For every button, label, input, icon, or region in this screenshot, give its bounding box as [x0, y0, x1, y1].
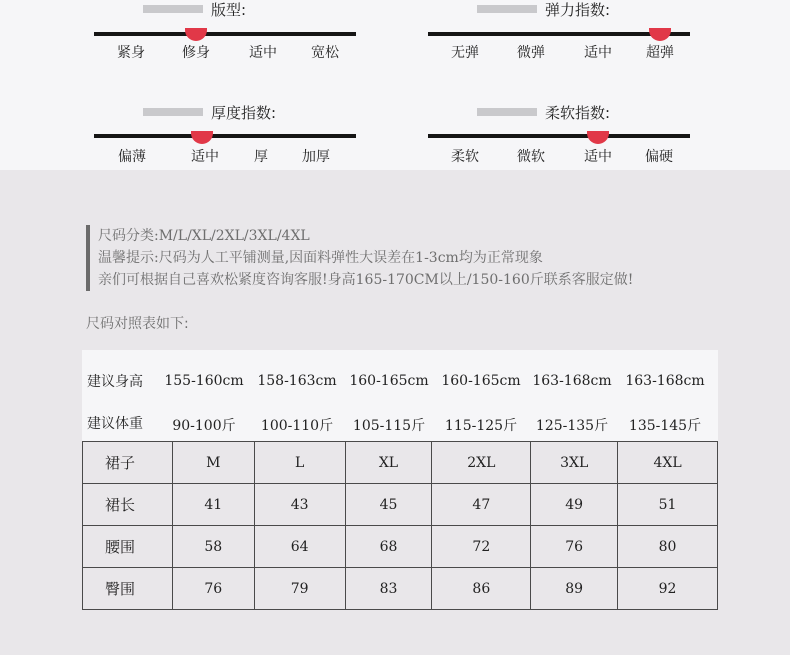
measurement-tip: 温馨提示:尺码为人工平铺测量,因面料弹性大误差在1-3cm均为正常现象	[98, 250, 543, 266]
scale-label: 加厚	[302, 149, 330, 165]
fit-scale	[94, 0, 356, 60]
header-bar	[477, 5, 537, 13]
fit-indicators-panel	[0, 0, 790, 170]
table-cell: 86	[432, 568, 531, 610]
thickness-scale-header	[143, 102, 276, 122]
weight-row-label: 建议体重	[87, 416, 143, 432]
weight-value: 90-100斤	[172, 418, 236, 434]
table-header-cell: 3XL	[531, 442, 618, 484]
table-header-cell: 2XL	[432, 442, 531, 484]
scale-label: 厚	[254, 149, 268, 165]
table-cell: 80	[618, 526, 718, 568]
weight-value: 100-110斤	[260, 418, 334, 434]
weight-value: 105-115斤	[352, 418, 426, 434]
scale-marker	[649, 28, 671, 41]
table-cell: 72	[432, 526, 531, 568]
table-row	[83, 484, 718, 526]
scale-label: 适中	[191, 149, 219, 165]
table-cell: 51	[618, 484, 718, 526]
table-header-row	[83, 442, 718, 484]
table-cell: 41	[172, 484, 254, 526]
size-table	[82, 441, 718, 610]
table-cell: 64	[254, 526, 345, 568]
scale-label: 紧身	[117, 45, 145, 61]
custom-order-note: 亲们可根据自己喜欢松紧度咨询客服!身高165-170CM以上/150-160斤联系客服定做!	[98, 272, 634, 288]
size-notes	[86, 225, 633, 291]
scale-line	[428, 134, 690, 138]
header-bar	[143, 5, 203, 13]
scale-label: 微弹	[517, 45, 545, 61]
scale-label: 偏薄	[118, 149, 146, 165]
height-value: 163-168cm	[532, 373, 612, 389]
thickness-scale-title: 厚度指数:	[211, 103, 277, 122]
table-cell: 76	[172, 568, 254, 610]
height-value: 160-165cm	[349, 373, 429, 389]
elasticity-scale-header	[477, 0, 610, 19]
height-value: 155-160cm	[164, 373, 244, 389]
scale-marker	[587, 131, 609, 144]
elasticity-scale-title: 弹力指数:	[545, 0, 611, 19]
header-bar	[477, 108, 537, 116]
table-cell: 裙长	[83, 484, 173, 526]
height-value: 160-165cm	[441, 373, 521, 389]
table-cell: 83	[345, 568, 432, 610]
table-cell: 45	[345, 484, 432, 526]
scale-line	[94, 134, 356, 138]
scale-label: 适中	[584, 149, 612, 165]
table-header-cell: M	[172, 442, 254, 484]
scale-label: 偏硬	[645, 149, 673, 165]
table-cell: 68	[345, 526, 432, 568]
scale-label: 适中	[584, 45, 612, 61]
table-cell: 76	[531, 526, 618, 568]
softness-scale-header	[477, 102, 610, 122]
softness-scale	[428, 102, 690, 164]
table-header-cell: 裙子	[83, 442, 173, 484]
scale-label: 微软	[517, 149, 545, 165]
elasticity-scale	[428, 0, 690, 60]
table-cell: 臀围	[83, 568, 173, 610]
table-row	[83, 526, 718, 568]
height-row-label: 建议身高	[87, 374, 143, 390]
table-cell: 92	[618, 568, 718, 610]
scale-label: 修身	[182, 45, 210, 61]
table-header-cell: XL	[345, 442, 432, 484]
fit-scale-header	[143, 0, 246, 19]
scale-line	[94, 32, 356, 36]
scale-marker	[191, 131, 213, 144]
softness-scale-title: 柔软指数:	[545, 103, 611, 122]
scale-marker	[185, 28, 207, 41]
table-cell: 腰围	[83, 526, 173, 568]
height-value: 158-163cm	[257, 373, 337, 389]
table-row	[83, 568, 718, 610]
header-bar	[143, 108, 203, 116]
thickness-scale	[94, 102, 356, 164]
table-cell: 89	[531, 568, 618, 610]
table-cell: 43	[254, 484, 345, 526]
size-categories-note: 尺码分类:M/L/XL/2XL/3XL/4XL	[98, 228, 310, 244]
scale-label: 适中	[249, 45, 277, 61]
scale-label: 柔软	[451, 149, 479, 165]
weight-value: 115-125斤	[444, 418, 518, 434]
table-cell: 49	[531, 484, 618, 526]
recommendation-rows	[82, 350, 718, 441]
scale-label: 无弹	[451, 45, 479, 61]
height-value: 163-168cm	[625, 373, 705, 389]
table-header-cell: 4XL	[618, 442, 718, 484]
weight-value: 125-135斤	[535, 418, 609, 434]
size-chart-title: 尺码对照表如下:	[86, 316, 189, 332]
scale-label: 超弹	[646, 45, 674, 61]
table-header-cell: L	[254, 442, 345, 484]
table-cell: 79	[254, 568, 345, 610]
table-cell: 47	[432, 484, 531, 526]
fit-scale-title: 版型:	[211, 0, 247, 19]
scale-label: 宽松	[311, 45, 339, 61]
weight-value: 135-145斤	[628, 418, 702, 434]
table-cell: 58	[172, 526, 254, 568]
